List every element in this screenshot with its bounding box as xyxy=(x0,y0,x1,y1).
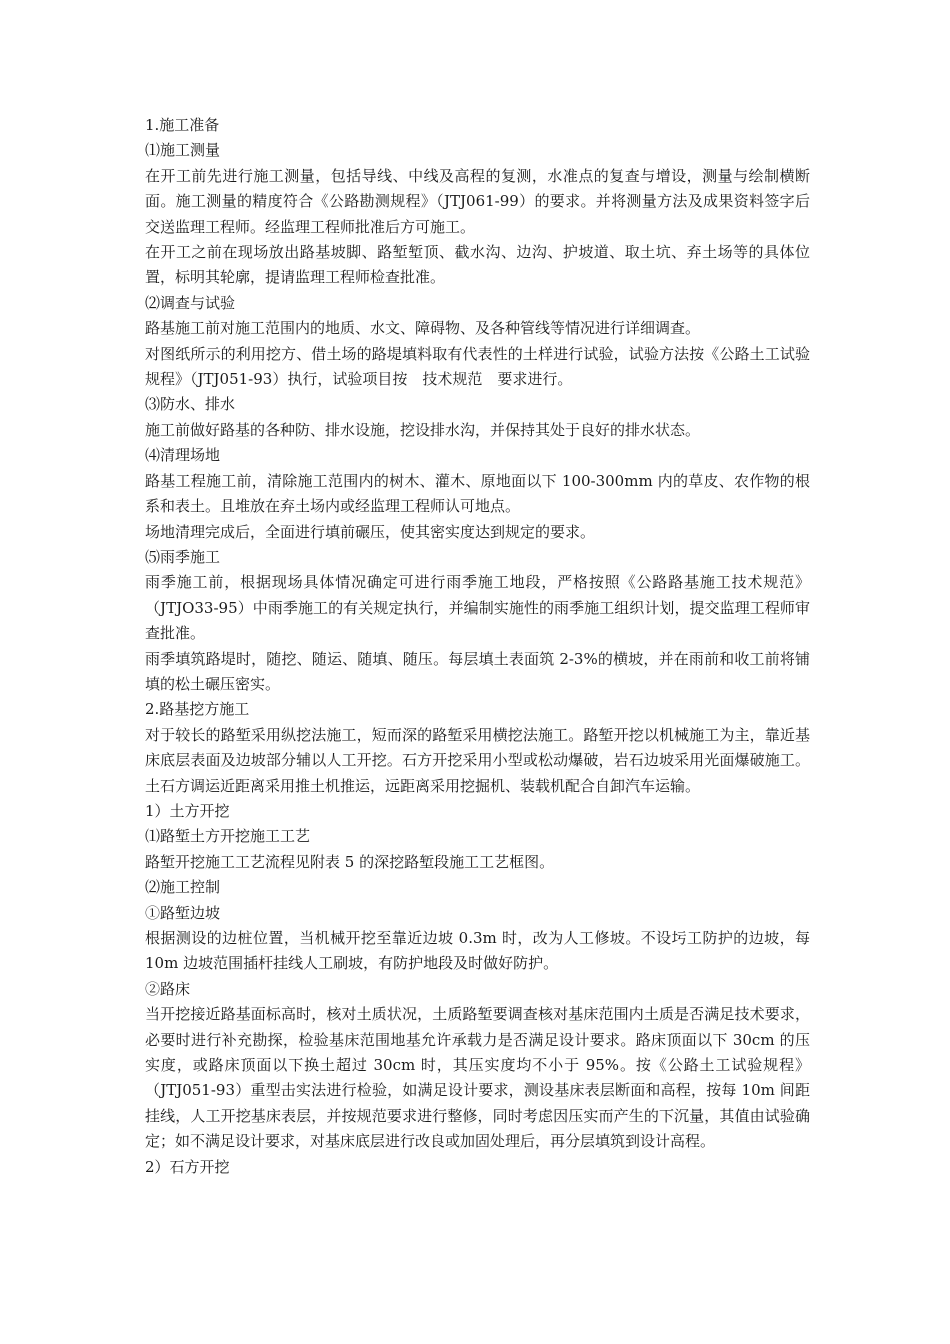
paragraph: 场地清理完成后，全面进行填前碾压，使其密实度达到规定的要求。 xyxy=(145,522,596,541)
subheading-control: ⑵施工控制 xyxy=(145,878,221,897)
subheading-roadbed: ②路床 xyxy=(145,979,191,998)
section-heading-construction-prep: 1.施工准备 xyxy=(145,116,220,134)
subheading-drainage: ⑶防水、排水 xyxy=(145,395,236,414)
subheading-cut-slope: ①路堑边坡 xyxy=(145,903,221,922)
subheading-rainy-season: ⑸雨季施工 xyxy=(145,547,221,566)
paragraph: 在开工之前在现场放出路基坡脚、路堑堑顶、截水沟、边沟、护坡道、取土坑、弃土场等的具体位置，标明其轮廓，提请监理工程师检查批准。 xyxy=(145,243,810,287)
section-heading-excavation: 2.路基挖方施工 xyxy=(145,700,250,719)
subheading-earth-excavation: 1）土方开挖 xyxy=(145,801,230,820)
subheading-rock-excavation: 2）石方开挖 xyxy=(145,1157,230,1176)
paragraph: 雨季施工前，根据现场具体情况确定可进行雨季施工地段，严格按照《公路路基施工技术规范》（JTJO33-95）中雨季施工的有关规定执行，并编制实施性的雨季施工组织计划，提交监理工程师审查批准。 xyxy=(145,573,810,643)
paragraph: 对图纸所示的利用挖方、借土场的路堤填料取有代表性的土样进行试验，试验方法按《公路土工试验规程》（JTJ051-93）执行，试验项目按 技术规范 要求进行。 xyxy=(145,344,810,389)
paragraph: 路基施工前对施工范围内的地质、水文、障碍物、及各种管线等情况进行详细调查。 xyxy=(145,319,701,338)
paragraph: 当开挖接近路基面标高时，核对土质状况，土质路堑要调查核对基床范围内土质是否满足技术要求，必要时进行补充勘探，检验基床范围地基允许承载力是否满足设计要求。路床顶面以下 30cm 的压实度，或路床顶面以下换土超过 30cm 时，其压实度均不小于 95%。按《公路土工试验规程》（JTJ051-93）重型击实法进行检验，如满足设计要求，测设基床表层断面和高程，按每 10m 间距挂线，人工开挖基床表层，并按规范要求进行整修，同时考虑因压实而产生的下沉量，其值由试验确定；如不满足设计要求，对基床底层进行改良或加固处理后，再分层填筑到设计高程。 xyxy=(145,1005,810,1151)
subheading-survey: ⑴施工测量 xyxy=(145,141,221,160)
paragraph: 路基工程施工前，清除施工范围内的树木、灌木、原地面以下 100-300mm 内的草皮、农作物的根系和表土。且堆放在弃土场内或经监理工程师认可地点。 xyxy=(145,471,810,516)
paragraph: 在开工前先进行施工测量，包括导线、中线及高程的复测，水准点的复查与增设，测量与绘制横断面。施工测量的精度符合《公路勘测规程》（JTJ061-99）的要求。并将测量方法及成果资料签字后交送监理工程师。经监理工程师批准后方可施工。 xyxy=(145,166,810,236)
document-page xyxy=(145,113,810,1180)
paragraph: 路堑开挖施工工艺流程见附表 5 的深挖路堑段施工工艺框图。 xyxy=(145,852,555,871)
subheading-investigation: ⑵调查与试验 xyxy=(145,293,236,312)
subheading-process: ⑴路堑土方开挖施工工艺 xyxy=(145,827,311,846)
paragraph: 对于较长的路堑采用纵挖法施工，短而深的路堑采用横挖法施工。路堑开挖以机械施工为主，靠近基床底层表面及边坡部分辅以人工开挖。石方开挖采用小型或松动爆破，岩石边坡采用光面爆破施工。土石方调运近距离采用推土机推运，远距离采用挖掘机、装载机配合自卸汽车运输。 xyxy=(145,725,810,795)
subheading-site-clearing: ⑷清理场地 xyxy=(145,446,221,465)
paragraph: 根据测设的边桩位置，当机械开挖至靠近边坡 0.3m 时，改为人工修坡。不设圬工防护的边坡，每 10m 边坡范围插杆挂线人工刷坡，有防护地段及时做好防护。 xyxy=(145,929,810,973)
paragraph: 施工前做好路基的各种防、排水设施，挖设排水沟，并保持其处于良好的排水状态。 xyxy=(145,420,701,439)
paragraph: 雨季填筑路堤时，随挖、随运、随填、随压。每层填土表面筑 2-3%的横坡，并在雨前和收工前将铺填的松土碾压密实。 xyxy=(145,649,810,693)
